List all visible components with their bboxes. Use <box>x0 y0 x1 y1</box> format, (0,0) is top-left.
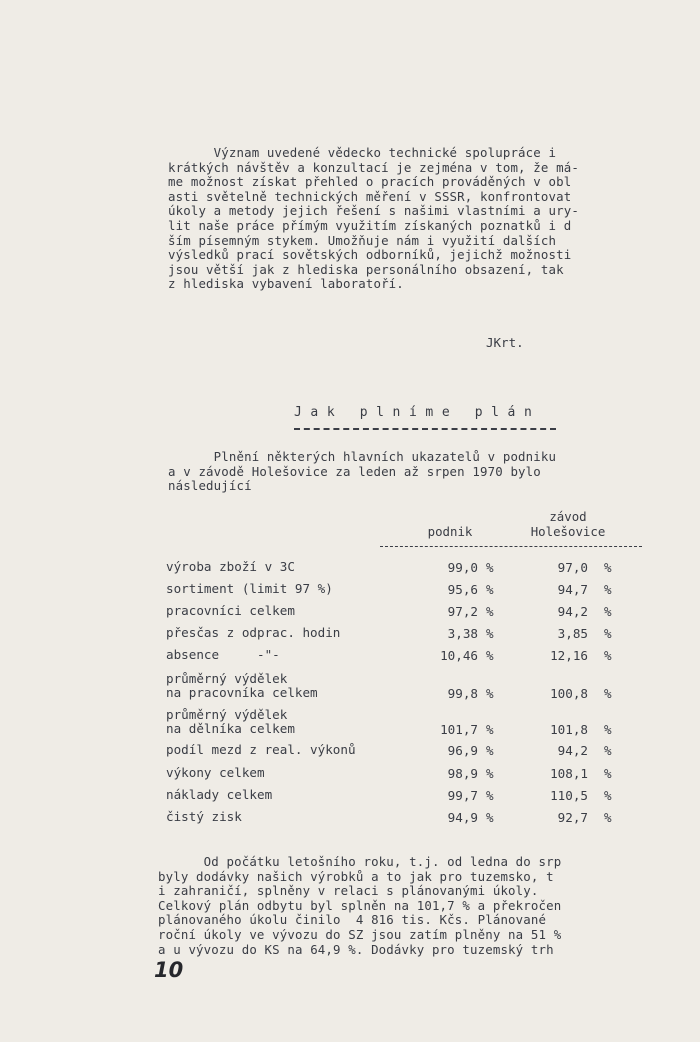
row-label: přesčas z odprac. hodin <box>166 625 341 640</box>
value-podnik: 99,0 <box>447 560 478 575</box>
unit-podnik: % <box>486 560 494 575</box>
value-podnik: 10,46 <box>440 648 478 663</box>
value-podnik: 99,7 <box>447 788 478 803</box>
section-heading: Jak plníme plán <box>294 405 541 420</box>
value-podnik: 101,7 <box>440 722 478 737</box>
paragraph-deliveries: Od počátku letošního roku, t.j. od ledna do srp byly dodávky našich výrobků a to jak pro tuzemsko, t i zahraničí, splněny v relaci s plánovanými úkoly. Celkový plán odbytu byl splněn na 101,7 % a překročen plánovaného úkolu činilo 4 816 tis. Kčs. Plánované roční úkoly ve vývozu do SZ jsou zatím plněny na 51 % a u vývozu do KS na 64,9 %. Dodávky pro tuzemský trh <box>158 854 562 957</box>
unit-zavod: % <box>604 788 612 803</box>
row-label: sortiment (limit 97 %) <box>166 581 333 596</box>
row-label: pracovníci celkem <box>166 603 295 618</box>
unit-podnik: % <box>486 743 494 758</box>
value-zavod: 92,7 <box>557 810 588 825</box>
unit-podnik: % <box>486 582 494 597</box>
value-zavod: 94,2 <box>557 604 588 619</box>
value-zavod: 97,0 <box>557 560 588 575</box>
unit-zavod: % <box>604 560 612 575</box>
unit-zavod: % <box>604 810 612 825</box>
paragraph-cooperation: Význam uvedené vědecko technické spolupráce i krátkých návštěv a konzultací je zejména v tom, že má- me možnost získat přehled o pracích prováděných v obl asti světelně technických měření v SSSR, konfrontovat úkoly a metody jejich řešení s našimi vlastními a ury- lit naše práce přímým využitím získaných poznatků i d ším písemným stykem. Umožňuje nám i využití dalších výsledků prací sovětských odborníků, jejichž možnosti jsou větší jak z hlediska personálního obsazení, tak z hlediska vybavení laboratoří. <box>168 145 579 292</box>
value-podnik: 97,2 <box>447 604 478 619</box>
value-podnik: 99,8 <box>447 686 478 701</box>
value-podnik: 98,9 <box>447 766 478 781</box>
row-label: absence -"- <box>166 647 280 662</box>
value-zavod: 3,85 <box>557 626 588 641</box>
value-podnik: 3,38 <box>447 626 478 641</box>
unit-podnik: % <box>486 766 494 781</box>
unit-zavod: % <box>604 743 612 758</box>
row-label: náklady celkem <box>166 787 273 802</box>
unit-podnik: % <box>486 722 494 737</box>
unit-podnik: % <box>486 686 494 701</box>
row-label: výroba zboží v 3C <box>166 559 295 574</box>
unit-podnik: % <box>486 810 494 825</box>
unit-zavod: % <box>604 766 612 781</box>
value-zavod: 94,7 <box>557 582 588 597</box>
author-signature: JKrt. <box>486 335 524 350</box>
column-header-podnik: podnik <box>427 524 473 539</box>
column-header-zavod: závod Holešovice <box>530 509 606 539</box>
row-label: výkony celkem <box>166 765 265 780</box>
heading-underline <box>294 428 556 430</box>
table-header-rule <box>380 546 642 547</box>
unit-podnik: % <box>486 788 494 803</box>
unit-podnik: % <box>486 626 494 641</box>
row-label: průměrný výdělek na dělníka celkem <box>166 707 295 736</box>
value-zavod: 110,5 <box>550 788 588 803</box>
value-zavod: 108,1 <box>550 766 588 781</box>
value-zavod: 101,8 <box>550 722 588 737</box>
value-podnik: 94,9 <box>447 810 478 825</box>
unit-zavod: % <box>604 686 612 701</box>
unit-zavod: % <box>604 604 612 619</box>
unit-zavod: % <box>604 648 612 663</box>
paragraph-indicators-intro: Plnění některých hlavních ukazatelů v podniku a v závodě Holešovice za leden až srpen 1970 bylo následující <box>168 449 557 494</box>
unit-podnik: % <box>486 648 494 663</box>
value-podnik: 95,6 <box>447 582 478 597</box>
value-zavod: 12,16 <box>550 648 588 663</box>
page-number: 10 <box>154 958 184 982</box>
unit-zavod: % <box>604 626 612 641</box>
value-podnik: 96,9 <box>447 743 478 758</box>
value-zavod: 94,2 <box>557 743 588 758</box>
row-label: podíl mezd z real. výkonů <box>166 742 356 757</box>
value-zavod: 100,8 <box>550 686 588 701</box>
unit-zavod: % <box>604 722 612 737</box>
row-label: průměrný výdělek na pracovníka celkem <box>166 671 318 700</box>
unit-zavod: % <box>604 582 612 597</box>
unit-podnik: % <box>486 604 494 619</box>
row-label: čistý zisk <box>166 809 242 824</box>
